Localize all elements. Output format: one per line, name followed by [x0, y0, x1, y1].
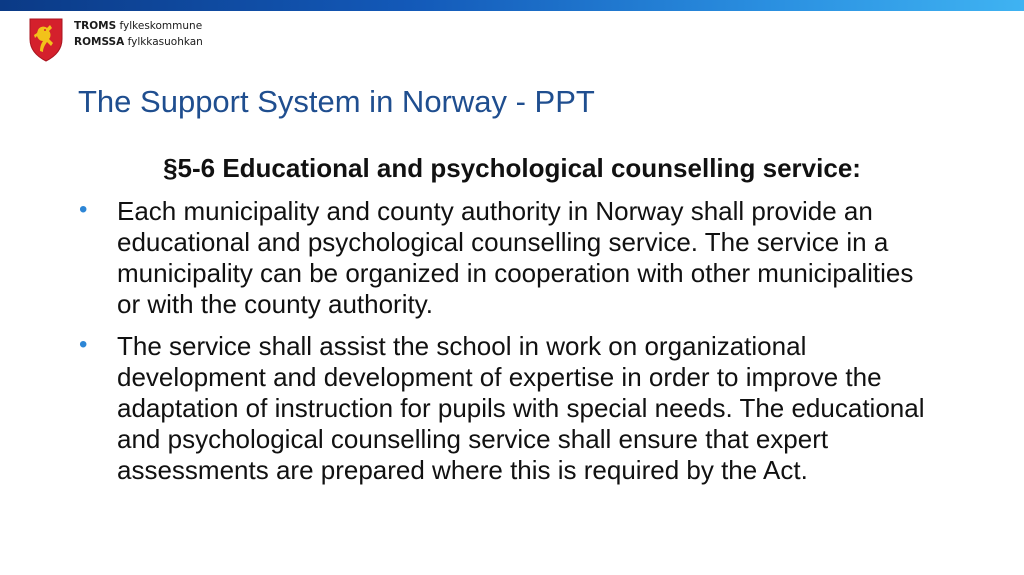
org-name-line-1: TROMS fylkeskommune [74, 20, 203, 32]
bullet-list [78, 196, 938, 497]
organization-name [74, 18, 203, 50]
bullet-text: The service shall assist the school in work on organizational development and development of expertise in order to improve the adaptation of instruction for pupils with special needs. The educational and psychological counselling service shall ensure that expert assessments are prepared where this is required by the Act. [117, 331, 925, 485]
slide-subtitle: §5-6 Educational and psychological counselling service: [163, 153, 861, 183]
bullet-item [78, 331, 938, 486]
bullet-dot-icon: • [79, 196, 88, 223]
slide-title: The Support System in Norway - PPT [78, 84, 595, 119]
bullet-dot-icon: • [79, 331, 88, 358]
top-accent-bar [0, 0, 1024, 11]
coat-of-arms-icon [28, 17, 64, 63]
bullet-item [78, 196, 938, 320]
org-name-line-2: ROMSSA fylkkasuohkan [74, 36, 203, 48]
bullet-text: Each municipality and county authority in Norway shall provide an educational and psychological counselling service. The service in a municipality can be organized in cooperation with other municipalities or with the county authority. [117, 196, 914, 319]
